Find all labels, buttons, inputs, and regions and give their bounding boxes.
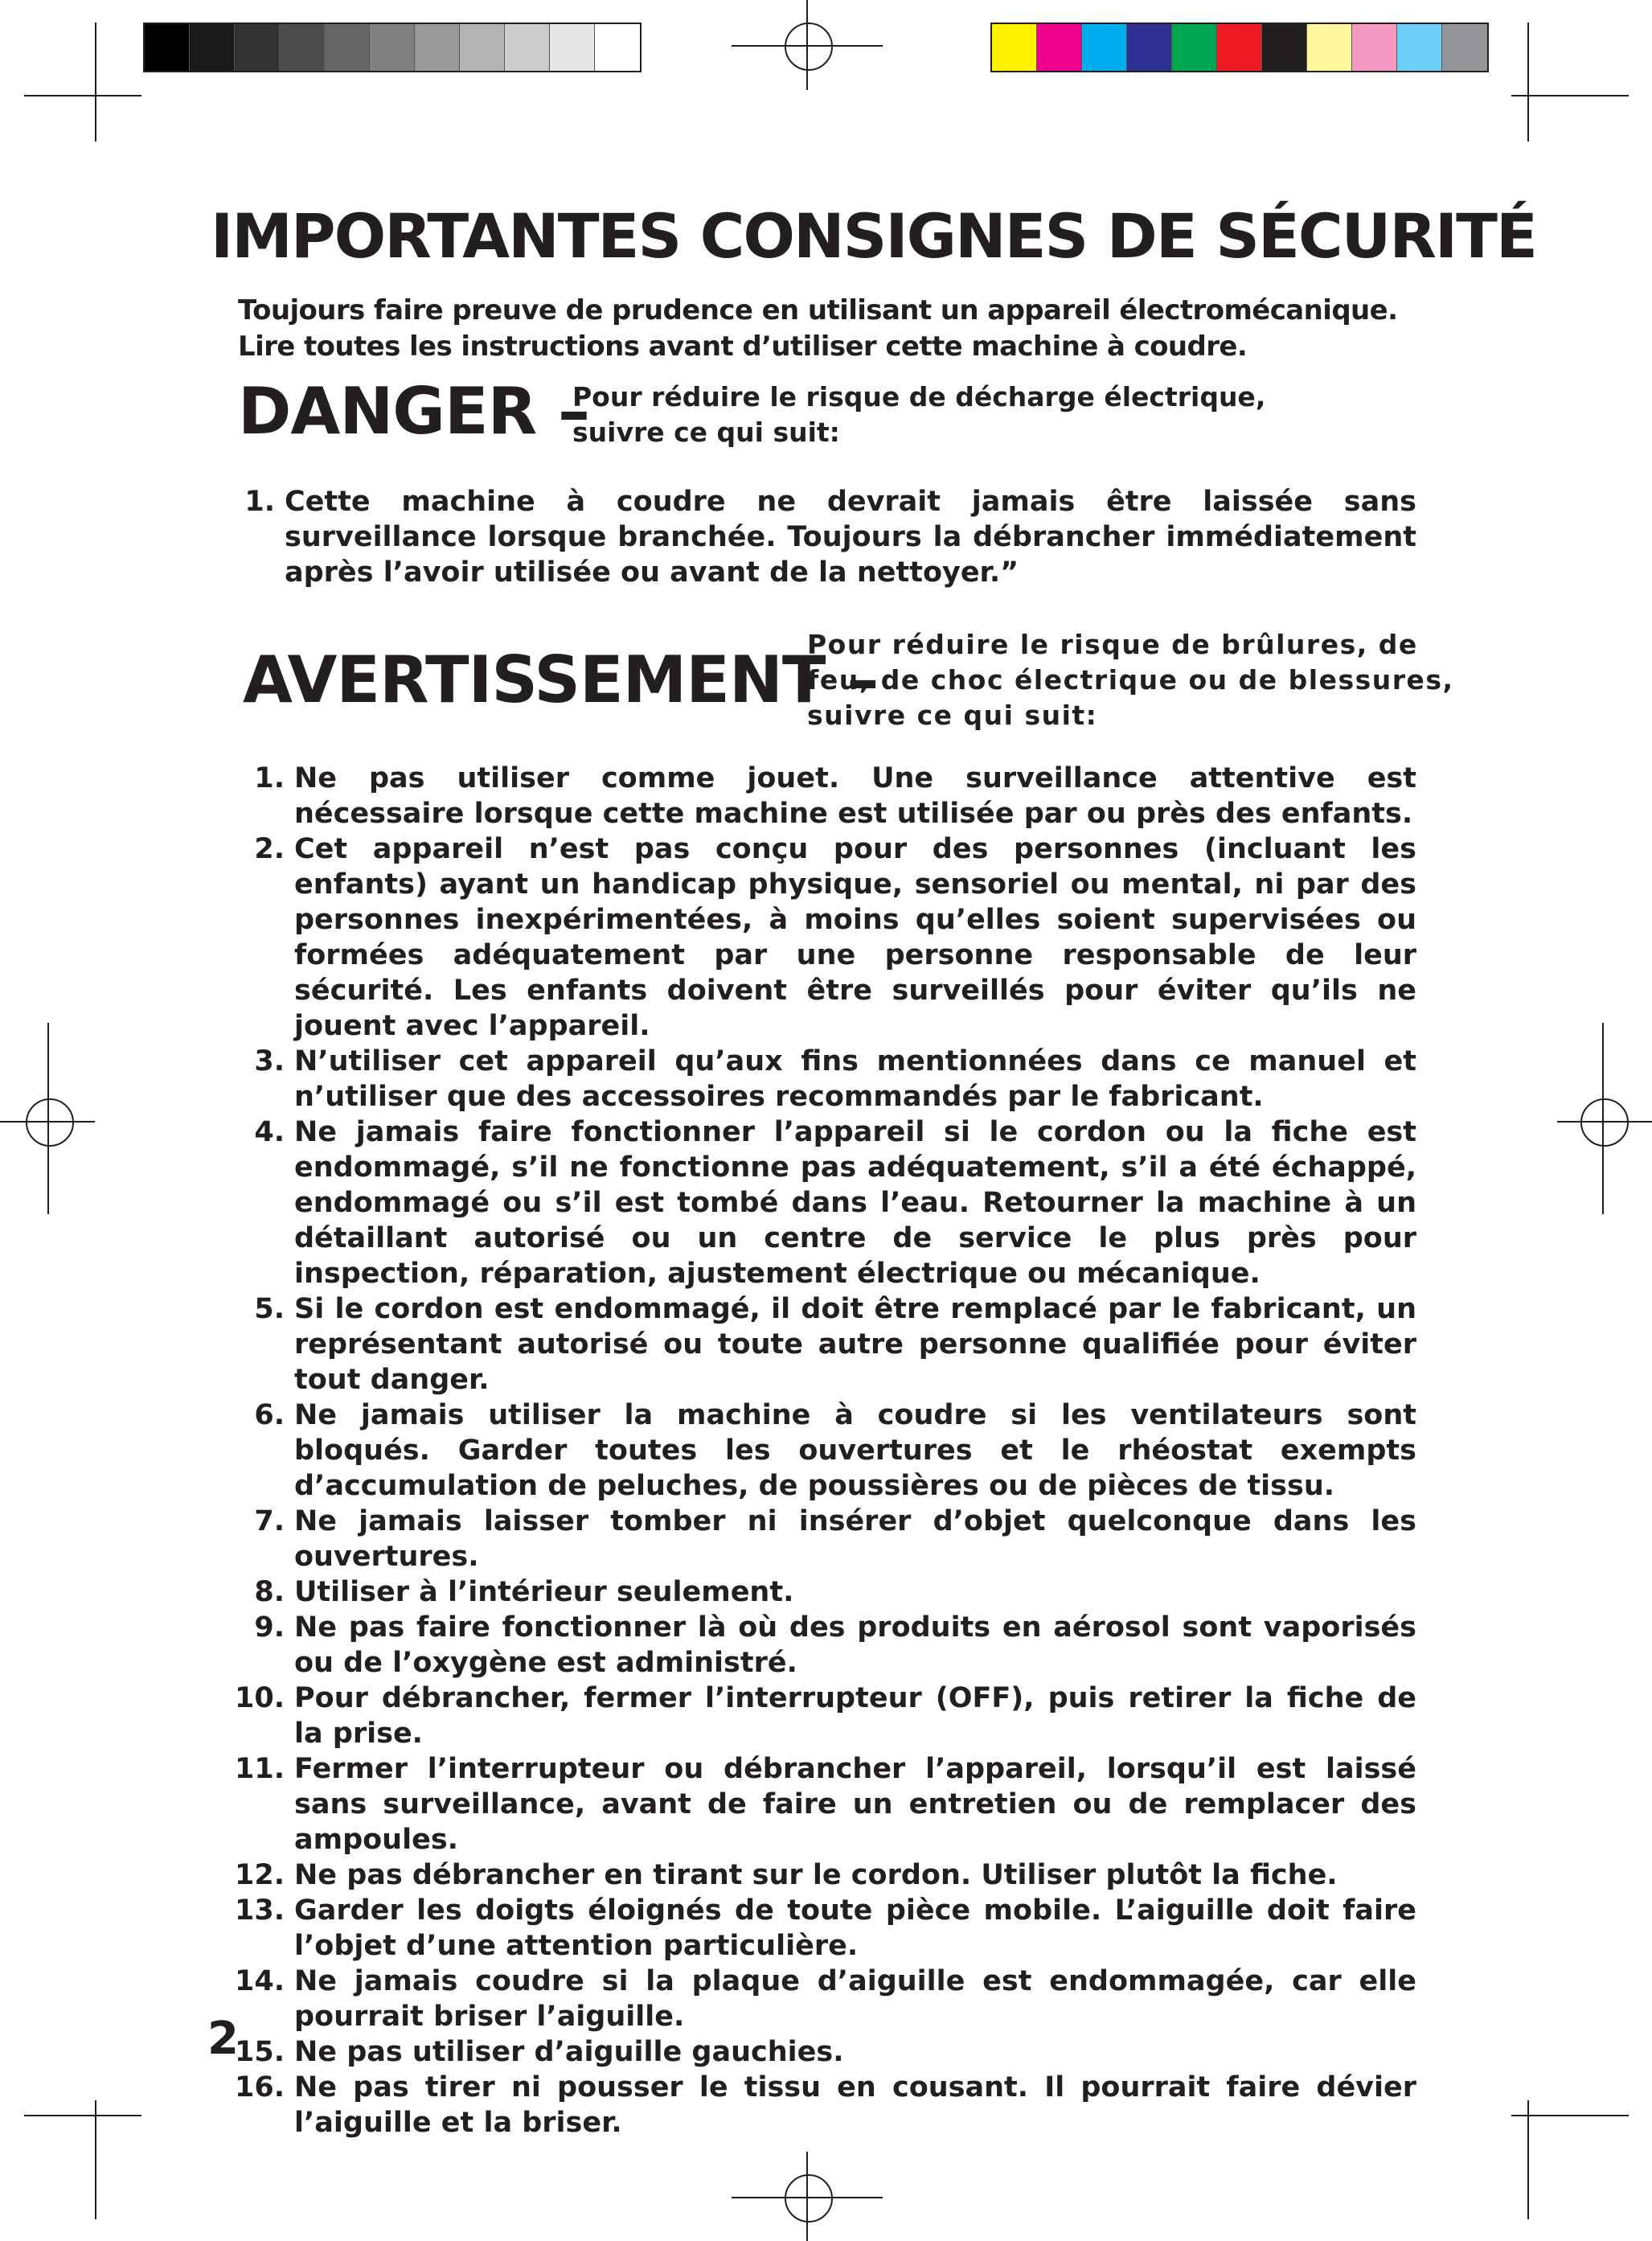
item-number: 16. — [234, 2071, 285, 2104]
item-number: 5. — [254, 1293, 285, 1325]
item-text: Ne jamais laisser tomber ni insérer d’objet quelconque dans les ouvertures. — [294, 1505, 1416, 1573]
crop-mark — [95, 2100, 96, 2219]
warning-item — [227, 1291, 1416, 1398]
warning-item — [227, 1857, 1416, 1893]
color-swatch — [1037, 24, 1082, 71]
item-number: 12. — [234, 1859, 285, 1891]
crop-mark — [1511, 95, 1629, 96]
color-swatch — [505, 24, 550, 71]
item-text: Utiliser à l’intérieur seulement. — [294, 1576, 794, 1608]
danger-list — [243, 484, 1416, 590]
crop-mark — [1511, 2115, 1629, 2116]
color-swatch — [145, 24, 190, 71]
color-swatch — [460, 24, 505, 71]
warning-item — [227, 831, 1416, 1044]
intro-line: Toujours faire preuve de prudence en utilisant un appareil électromécanique. — [238, 294, 1398, 326]
item-text: Cet appareil n’est pas conçu pour des personnes (incluant les enfants) ayant un handicap physique, sensoriel ou mental, ni par des personnes inexpérimentées, à moins qu’elles soient supervisées ou formées adéquatement par une personne responsable de leur sécurité. Les enfants doivent être surveillés pour éviter qu’ils ne jouent avec l’appareil. — [294, 833, 1416, 1042]
registration-mark — [785, 23, 833, 71]
crop-mark — [95, 23, 96, 142]
warning-item — [227, 2034, 1416, 2070]
color-swatch — [550, 24, 595, 71]
warning-item — [227, 761, 1416, 831]
item-number: 3. — [254, 1045, 285, 1077]
warning-item — [227, 1751, 1416, 1857]
intro-line: Lire toutes les instructions avant d’utiliser cette machine à coudre. — [238, 330, 1248, 363]
item-text: Ne jamais coudre si la plaque d’aiguille est endommagée, car elle pourrait briser l’aiguille. — [294, 1965, 1416, 2033]
warning-note — [807, 627, 1454, 733]
color-swatch-bar — [990, 23, 1489, 72]
crop-mark — [1527, 2100, 1529, 2219]
color-swatch — [325, 24, 370, 71]
color-swatch — [1307, 24, 1352, 71]
item-number: 4. — [254, 1116, 285, 1148]
item-text: N’utiliser cet appareil qu’aux fins mentionnées dans ce manuel et n’utiliser que des accessoires recommandés par le fabricant. — [294, 1045, 1416, 1113]
color-swatch — [1082, 24, 1127, 71]
item-text: Ne jamais utiliser la machine à coudre si les ventilateurs sont bloqués. Garder toutes les ouvertures et le rhéostat exempts d’accumulation de peluches, de poussières ou de pièces de tissu. — [294, 1399, 1416, 1502]
item-number: 2. — [254, 833, 285, 865]
danger-note — [572, 380, 1265, 450]
danger-note-line: Pour réduire le risque de décharge électrique, — [572, 381, 1266, 412]
item-number: 15. — [234, 2036, 285, 2068]
warning-item — [227, 1893, 1416, 1964]
item-number: 6. — [254, 1399, 285, 1431]
color-swatch — [1172, 24, 1217, 71]
registration-line — [1557, 1121, 1652, 1123]
item-text: Ne pas tirer ni pousser le tissu en cousant. Il pourrait faire dévier l’aiguille et la briser. — [294, 2071, 1416, 2139]
color-swatch — [1352, 24, 1397, 71]
warning-item — [227, 1574, 1416, 1610]
color-swatch — [595, 24, 640, 71]
warning-item — [227, 1964, 1416, 2034]
color-swatch — [1262, 24, 1307, 71]
warning-heading: AVERTISSEMENT – — [243, 642, 879, 717]
registration-mark — [1580, 1098, 1629, 1147]
page-title: IMPORTANTES CONSIGNES DE SÉCURITÉ — [211, 200, 1536, 272]
color-swatch — [415, 24, 460, 71]
color-swatch — [1127, 24, 1172, 71]
item-number: 13. — [234, 1894, 285, 1927]
warning-item — [227, 1504, 1416, 1574]
warning-note-line: suivre ce qui suit: — [807, 700, 1098, 731]
item-text: Cette machine à coudre ne devrait jamais être laissée sans surveillance lorsque branchée. Toujours la débrancher immédiatement après l’avoir utilisée ou avant de la nettoyer.” — [285, 486, 1416, 589]
color-swatch — [190, 24, 235, 71]
warning-item — [227, 1044, 1416, 1114]
registration-line — [1602, 1023, 1604, 1214]
color-swatch — [1217, 24, 1262, 71]
danger-item — [243, 484, 1416, 590]
color-swatch — [992, 24, 1037, 71]
crop-mark — [24, 2115, 141, 2116]
item-number: 8. — [254, 1576, 285, 1608]
registration-mark — [26, 1098, 74, 1147]
registration-mark — [785, 2174, 833, 2223]
item-text: Ne pas utiliser d’aiguille gauchies. — [294, 2036, 844, 2068]
item-number: 10. — [234, 1682, 285, 1714]
warning-note-line: Pour réduire le risque de brûlures, de — [807, 629, 1418, 660]
crop-mark — [1527, 23, 1529, 142]
item-number: 11. — [234, 1753, 285, 1785]
color-swatch — [280, 24, 325, 71]
warning-item — [227, 2070, 1416, 2140]
item-number: 9. — [254, 1611, 285, 1644]
crop-mark — [24, 95, 141, 96]
warning-item — [227, 1610, 1416, 1681]
item-text: Ne pas faire fonctionner là où des produits en aérosol sont vaporisés ou de l’oxygène est administré. — [294, 1611, 1416, 1679]
danger-note-line: suivre ce qui suit: — [572, 417, 840, 448]
item-text: Fermer l’interrupteur ou débrancher l’appareil, lorsqu’il est laissé sans surveillance, avant de faire un entretien ou de remplacer des ampoules. — [294, 1753, 1416, 1856]
item-number: 14. — [234, 1965, 285, 1997]
color-swatch — [370, 24, 415, 71]
warning-list — [227, 761, 1416, 2140]
registration-line — [806, 2152, 808, 2241]
item-number: 7. — [254, 1505, 285, 1537]
item-number: 1. — [254, 762, 285, 794]
item-text: Ne jamais faire fonctionner l’appareil si le cordon ou la fiche est endommagé, s’il ne fonctionne pas adéquatement, s’il a été échappé, endommagé ou s’il est tombé dans l’eau. Retourner la machine à un détaillant autorisé ou un centre de service le plus près pour inspection, réparation, ajustement électrique ou mécanique. — [294, 1116, 1416, 1290]
grayscale-swatch-bar — [143, 23, 642, 72]
item-text: Ne pas utiliser comme jouet. Une surveillance attentive est nécessaire lorsque cette machine est utilisée par ou près des enfants. — [294, 762, 1416, 830]
item-number: 1. — [244, 486, 275, 518]
warning-item — [227, 1114, 1416, 1291]
warning-note-line: feu, de choc électrique ou de blessures, — [807, 664, 1454, 696]
warning-item — [227, 1398, 1416, 1504]
color-swatch — [1442, 24, 1487, 71]
color-swatch — [235, 24, 280, 71]
item-text: Garder les doigts éloignés de toute pièce mobile. L’aiguille doit faire l’objet d’une attention particulière. — [294, 1894, 1416, 1962]
item-text: Ne pas débrancher en tirant sur le cordon. Utiliser plutôt la fiche. — [294, 1859, 1338, 1891]
warning-item — [227, 1681, 1416, 1751]
registration-line — [806, 0, 808, 90]
danger-heading: DANGER – — [238, 374, 590, 449]
page-number: 2 — [207, 2013, 239, 2065]
item-text: Si le cordon est endommagé, il doit être remplacé par le fabricant, un représentant autorisé ou toute autre personne qualifiée pour éviter tout danger. — [294, 1293, 1416, 1396]
intro-text — [238, 293, 1404, 365]
item-text: Pour débrancher, fermer l’interrupteur (OFF), puis retirer la fiche de la prise. — [294, 1682, 1416, 1750]
registration-line — [47, 1023, 49, 1214]
color-swatch — [1397, 24, 1442, 71]
